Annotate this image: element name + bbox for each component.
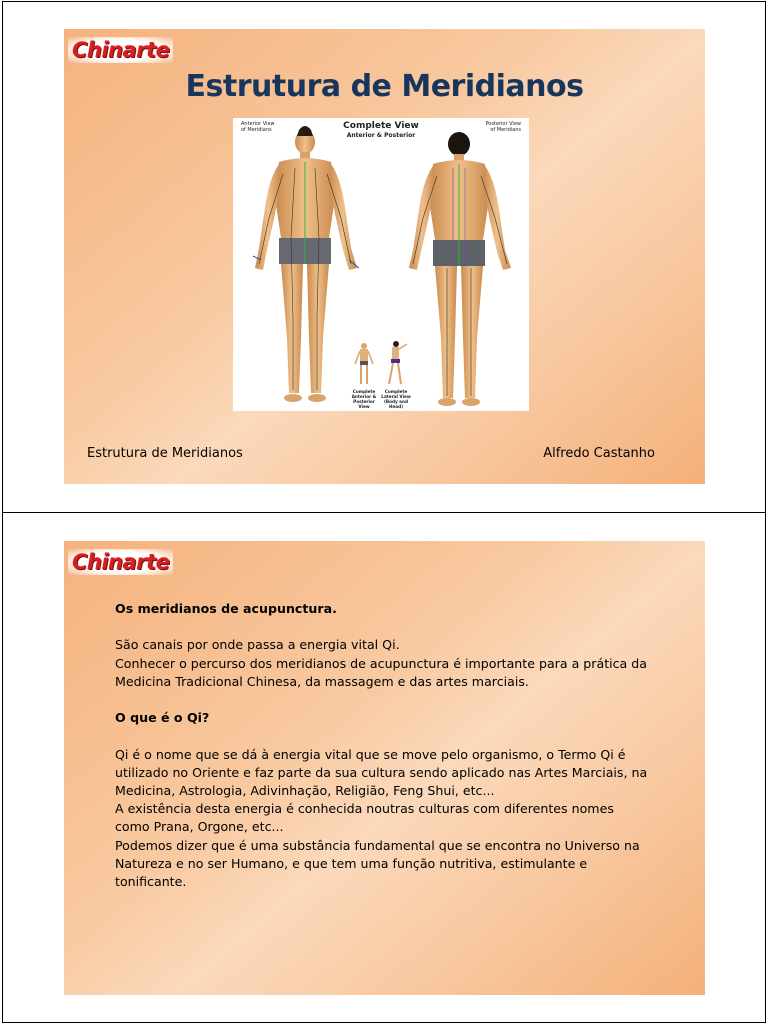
- label-posterior-1: Posterior View: [485, 121, 521, 127]
- caption-small-1-line3: Posterior: [353, 399, 375, 404]
- paragraph-2-line: Podemos dizer que é uma substância fundamental que se encontra no Universo na: [115, 837, 640, 853]
- paragraph-1-line: Conhecer o percurso dos meridianos de acupunctura é importante para a prática da: [115, 655, 647, 671]
- caption-small-1-line1: Complete: [352, 389, 376, 394]
- paragraph-2-line: utilizado no Oriente e faz parte da sua cultura sendo aplicado nas Artes Marciais, na: [115, 764, 648, 780]
- paragraph-2-line: Natureza e no ser Humano, e que tem uma função nutritiva, estimulante e: [115, 855, 588, 871]
- paragraph-2-line: como Prana, Orgone, etc...: [115, 819, 284, 835]
- slide-title: Estrutura de Meridianos: [185, 69, 584, 104]
- figure-heading: Complete View: [343, 121, 419, 131]
- caption-small-2-line2: Lateral View: [381, 394, 411, 399]
- figure-subheading: Anterior & Posterior: [346, 132, 416, 139]
- caption-small-1-line4: View: [358, 404, 370, 409]
- footer-author: Alfredo Castanho: [543, 446, 655, 461]
- meridians-illustration: [233, 118, 529, 411]
- caption-small-1-line2: Anterior &: [351, 394, 377, 399]
- paragraph-1-line: São canais por onde passa a energia vital Qi.: [115, 637, 400, 653]
- paragraph-1-line: Medicina Tradicional Chinesa, da massagem e das artes marciais.: [115, 673, 529, 689]
- logo-text: Chinarte: [72, 38, 170, 62]
- paragraph-2-line: A existência desta energia é conhecida noutras culturas com diferentes nomes: [115, 801, 614, 817]
- meridians-figure: [233, 118, 529, 411]
- paragraph-2-line: Qi é o nome que se dá à energia vital que se move pelo organismo, o Termo Qi é: [115, 746, 626, 762]
- caption-small-2-line1: Complete: [384, 389, 408, 394]
- question-heading: O que é o Qi?: [115, 710, 210, 726]
- label-anterior-2: of Meridians: [241, 127, 272, 133]
- label-posterior-2: of Meridians: [490, 127, 521, 133]
- caption-small-2-line4: Head): [388, 404, 404, 409]
- caption-small-2-line3: (Body and: [384, 399, 408, 404]
- logo-text: Chinarte: [72, 550, 170, 574]
- paragraph-2-line: Medicina, Astrologia, Adivinhação, Religião, Feng Shui, etc...: [115, 782, 495, 798]
- slide-2: [64, 541, 705, 995]
- slide-text-body: [115, 600, 675, 891]
- footer-left: Estrutura de Meridianos: [87, 446, 243, 461]
- chinarte-logo: [68, 37, 173, 63]
- section-heading: Os meridianos de acupunctura.: [115, 601, 337, 616]
- label-anterior-1: Anterior View: [241, 121, 275, 127]
- chinarte-logo: [68, 549, 173, 575]
- paragraph-2-line: tonificante.: [115, 874, 187, 889]
- slide-1: [64, 29, 705, 484]
